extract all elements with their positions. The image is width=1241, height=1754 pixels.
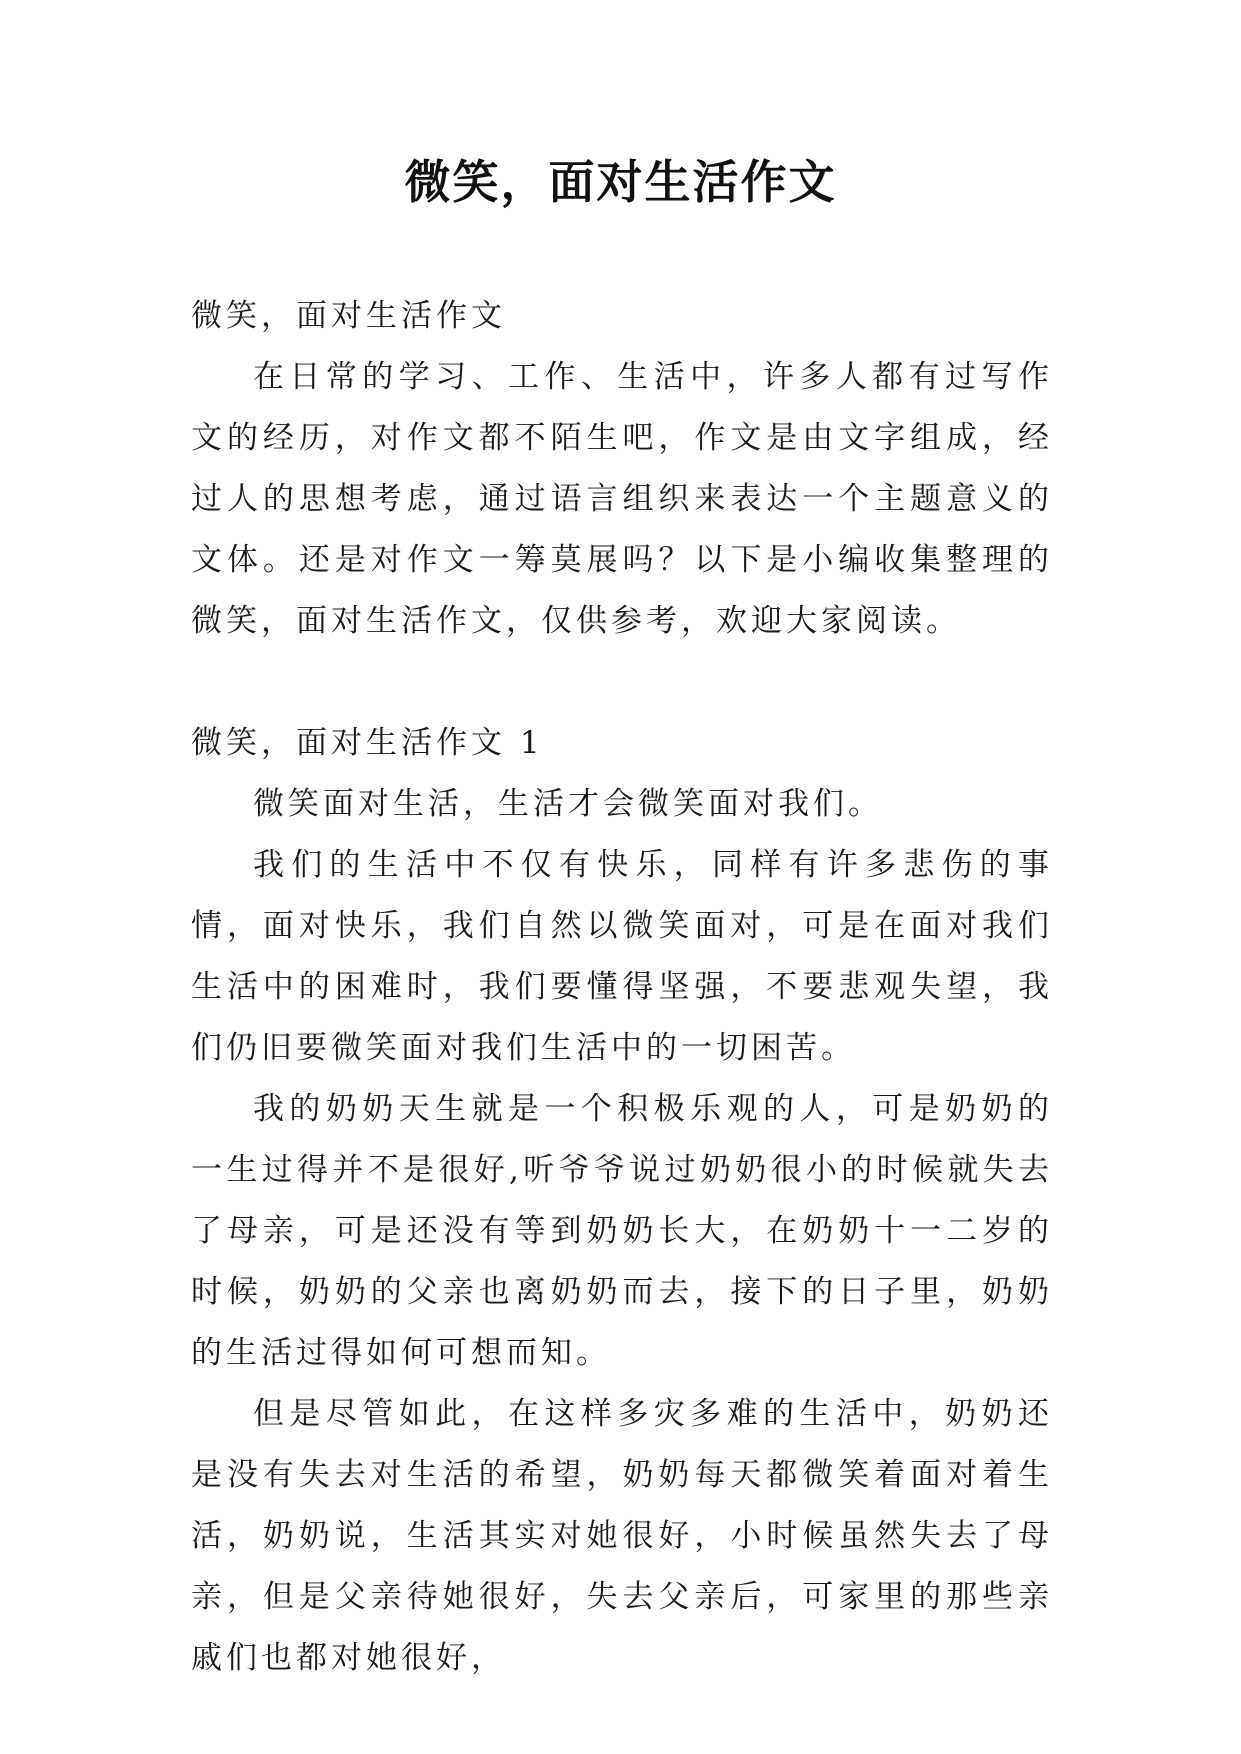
essay-1-heading: 微笑，面对生活作文 1 bbox=[191, 725, 544, 761]
intro-paragraph: 在日常的学习、工作、生活中，许多人都有过写作文的经历，对作文都不陌生吧，作文是由文字组成，经过人的思想考虑，通过语言组织来表达一个主题意义的文体。还是对作文一筹莫展吗？以下是小编收集整理的微笑，面对生活作文，仅供参考，欢迎大家阅读。 bbox=[191, 359, 1053, 639]
intro-heading: 微笑，面对生活作文 bbox=[191, 298, 506, 334]
essay-1-paragraph: 我的奶奶天生就是一个积极乐观的人，可是奶奶的一生过得并不是很好,听爷爷说过奶奶很小的时候就失去了母亲，可是还没有等到奶奶长大，在奶奶十一二岁的时候，奶奶的父亲也离奶奶而去，接下的日子里，奶奶的生活过得如何可想而知。 bbox=[191, 1091, 1053, 1371]
essay-1-paragraph: 微笑面对生活，生活才会微笑面对我们。 bbox=[253, 786, 883, 822]
essay-1-paragraph: 我们的生活中不仅有快乐，同样有许多悲伤的事情，面对快乐，我们自然以微笑面对，可是在面对我们生活中的困难时，我们要懂得坚强，不要悲观失望，我们仍旧要微笑面对我们生活中的一切困苦。 bbox=[191, 847, 1053, 1066]
document-title: 微笑，面对生活作文 bbox=[404, 155, 837, 209]
section-spacer bbox=[191, 652, 1053, 713]
document-body bbox=[191, 286, 1053, 1689]
essay-1-paragraph: 但是尽管如此，在这样多灾多难的生活中，奶奶还是没有失去对生活的希望，奶奶每天都微笑着面对着生活，奶奶说，生活其实对她很好，小时候虽然失去了母亲，但是父亲待她很好，失去父亲后，可家里的那些亲戚们也都对她很好， bbox=[191, 1396, 1053, 1676]
